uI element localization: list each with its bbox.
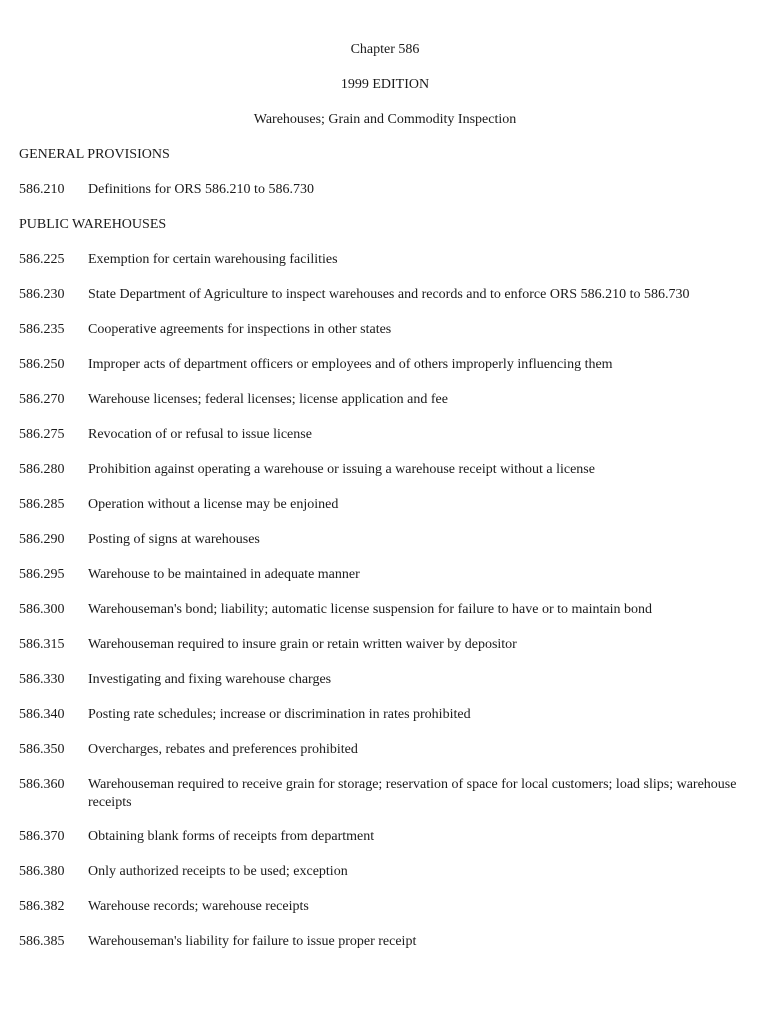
section-number: 586.300	[19, 602, 65, 617]
chapter-title: Warehouses; Grain and Commodity Inspection	[253, 112, 517, 127]
section-description: Warehouseman required to receive grain for storage; reservation of space for local customers; load slips; warehouse receipts	[88, 777, 737, 810]
section-number: 586.330	[19, 672, 65, 687]
section-number: 586.250	[19, 357, 65, 372]
section-number: 586.275	[19, 427, 65, 442]
section-description: Warehouseman's liability for failure to issue proper receipt	[88, 934, 417, 949]
section-description: Revocation of or refusal to issue license	[88, 427, 312, 442]
section-description: Exemption for certain warehousing facilities	[88, 252, 338, 267]
section-number: 586.370	[19, 829, 65, 844]
section-description: Warehouse licenses; federal licenses; license application and fee	[88, 392, 448, 407]
section-description: Operation without a license may be enjoined	[88, 497, 339, 512]
section-number: 586.225	[19, 252, 65, 267]
section-description: Obtaining blank forms of receipts from department	[88, 829, 375, 844]
section-heading-public-warehouses: PUBLIC WAREHOUSES	[19, 217, 167, 232]
chapter-number: Chapter 586	[350, 42, 420, 57]
section-number: 586.385	[19, 934, 65, 949]
section-description: Cooperative agreements for inspections in other states	[88, 322, 392, 337]
section-heading-general-provisions: GENERAL PROVISIONS	[19, 147, 170, 162]
section-description: Improper acts of department officers or employees and of others improperly influencing them	[88, 357, 613, 372]
section-number: 586.285	[19, 497, 65, 512]
section-number: 586.360	[19, 777, 65, 792]
section-description: Investigating and fixing warehouse charges	[88, 672, 332, 687]
section-description: Warehouseman required to insure grain or retain written waiver by depositor	[88, 637, 517, 652]
section-number: 586.340	[19, 707, 65, 722]
section-description: Posting of signs at warehouses	[88, 532, 260, 547]
section-number: 586.235	[19, 322, 65, 337]
section-number: 586.382	[19, 899, 65, 914]
section-number: 586.315	[19, 637, 65, 652]
section-number: 586.230	[19, 287, 65, 302]
section-description: Warehouseman's bond; liability; automatic license suspension for failure to have or to maintain bond	[88, 602, 652, 617]
section-description: Only authorized receipts to be used; exception	[88, 864, 348, 879]
section-description: Prohibition against operating a warehouse or issuing a warehouse receipt without a license	[88, 462, 595, 477]
section-number: 586.280	[19, 462, 65, 477]
section-number: 586.380	[19, 864, 65, 879]
section-description: Definitions for ORS 586.210 to 586.730	[88, 182, 314, 197]
section-description: Posting rate schedules; increase or discrimination in rates prohibited	[88, 707, 471, 722]
edition-label: 1999 EDITION	[340, 77, 430, 92]
section-description: State Department of Agriculture to inspect warehouses and records and to enforce ORS 586.210 to 586.730	[88, 287, 690, 302]
section-number: 586.270	[19, 392, 65, 407]
section-number: 586.295	[19, 567, 65, 582]
section-number: 586.350	[19, 742, 65, 757]
section-number: 586.210	[19, 182, 65, 197]
section-description: Warehouse records; warehouse receipts	[88, 899, 309, 914]
section-description: Overcharges, rebates and preferences prohibited	[88, 742, 358, 757]
section-number: 586.290	[19, 532, 65, 547]
section-description: Warehouse to be maintained in adequate manner	[88, 567, 360, 582]
